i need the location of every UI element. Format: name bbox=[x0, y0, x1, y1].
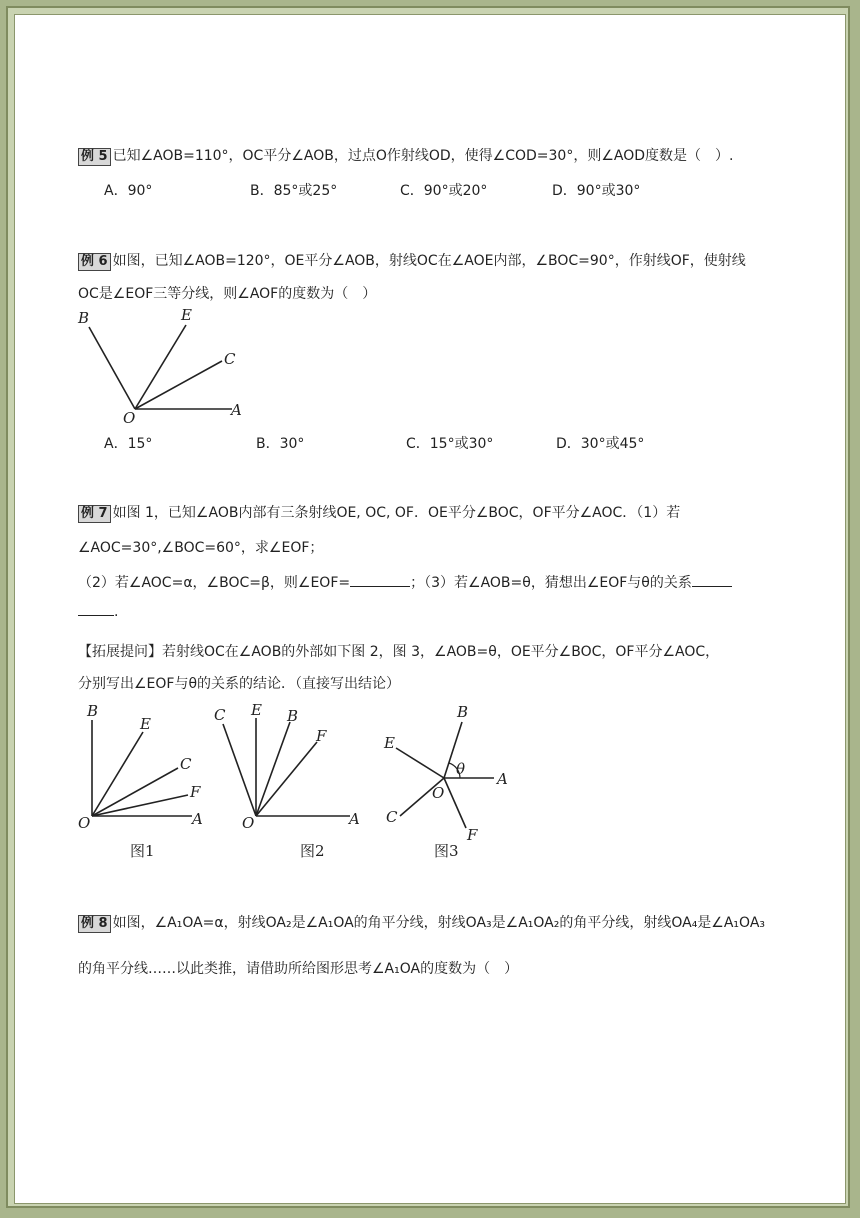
example-5-text: 已知∠AOB=110°，OC平分∠AOB，过点O作射线OD，使得∠COD=30°，则∠AOD度数是（ ）. bbox=[112, 148, 734, 164]
fig3-label-theta: θ bbox=[456, 760, 466, 778]
example-6-option-c: C．15°或30° bbox=[406, 436, 494, 452]
fig3-label-f: F bbox=[467, 826, 478, 844]
example-5-option-b: B．85°或25° bbox=[250, 183, 338, 199]
label-e: E bbox=[181, 306, 192, 324]
example-8-tag: 例 8 bbox=[78, 915, 111, 933]
fig1-ray-of bbox=[92, 795, 188, 816]
fig1-ray-oe bbox=[92, 732, 143, 816]
example-7-line-4-end: . bbox=[114, 604, 119, 620]
example-6-line-2: OC是∠EOF三等分线，则∠AOF的度数为（ ） bbox=[78, 286, 377, 302]
example-7-tag: 例 7 bbox=[78, 505, 111, 523]
fig1-label-f: F bbox=[190, 783, 201, 801]
fig2-label-b: B bbox=[287, 707, 299, 725]
example-8-line-1: 如图，∠A₁OA=α，射线OA₂是∠A₁OA的角平分线，射线OA₃是∠A₁OA₂的角平分线，射线OA₄是∠A₁OA₃ bbox=[112, 915, 766, 931]
fig2-ray-oc bbox=[223, 724, 256, 816]
fig1-label-o: O bbox=[78, 814, 91, 832]
example-6-option-d: D．30°或45° bbox=[556, 436, 645, 452]
label-a: A bbox=[231, 401, 242, 419]
fig2-ray-of bbox=[256, 742, 317, 816]
example-5-option-d: D．90°或30° bbox=[552, 183, 641, 199]
example-6-line-1: 如图，已知∠AOB=120°，OE平分∠AOB，射线OC在∠AOE内部，∠BOC=90°，作射线OF，使射线 bbox=[112, 253, 746, 269]
fig1-label-a: A bbox=[192, 810, 203, 828]
label-b: B bbox=[78, 309, 90, 327]
fig1-ray-oc bbox=[92, 768, 178, 816]
example-7-part-3: ；（3）若∠AOB=θ，猜想出∠EOF与θ的关系 bbox=[410, 575, 692, 591]
fig1-label-c: C bbox=[180, 755, 192, 773]
example-8-question bbox=[78, 912, 765, 933]
fig3-ray-oe bbox=[396, 748, 444, 778]
fig2-label-c: C bbox=[214, 706, 226, 724]
example-5-tag: 例 5 bbox=[78, 148, 111, 166]
example-7-extension-2: 分别写出∠EOF与θ的关系的结论．（直接写出结论） bbox=[78, 676, 401, 692]
fig1-caption: 图1 bbox=[130, 842, 155, 860]
example-7-line-2: ∠AOC=30°,∠BOC=60°，求∠EOF； bbox=[78, 540, 324, 556]
example-7-line-1: 如图 1，已知∠AOB内部有三条射线OE, OC, OF．OE平分∠BOC，OF平分∠AOC．（1）若 bbox=[112, 505, 681, 521]
fig2-label-e: E bbox=[251, 701, 262, 719]
fig3-ray-of bbox=[444, 778, 466, 828]
fig3-label-e: E bbox=[384, 734, 395, 752]
example-8-line-2: 的角平分线……以此类推，请借助所给图形思考∠A₁OA的度数为（ ） bbox=[78, 961, 519, 977]
example-6-tag: 例 6 bbox=[78, 253, 111, 271]
example-7-extension-1: 【拓展提问】若射线OC在∠AOB的外部如下图 2，图 3，∠AOB=θ，OE平分∠BOC，OF平分∠AOC， bbox=[78, 644, 720, 660]
example-6-option-b: B．30° bbox=[256, 436, 305, 452]
fig3-caption: 图3 bbox=[434, 842, 459, 860]
figure-2 bbox=[214, 701, 360, 860]
label-c: C bbox=[224, 350, 236, 368]
fig3-label-o: O bbox=[432, 784, 445, 802]
fig2-caption: 图2 bbox=[300, 842, 325, 860]
example-5-option-a: A．90° bbox=[104, 183, 153, 199]
figure-3 bbox=[383, 703, 508, 860]
fig2-ray-ob bbox=[256, 722, 290, 816]
example-5-option-c: C．90°或20° bbox=[400, 183, 488, 199]
example-7-part-2: （2）若∠AOC=α，∠BOC=β，则∠EOF= bbox=[78, 575, 351, 591]
example-6-option-a: A．15° bbox=[104, 436, 153, 452]
fig2-label-o: O bbox=[242, 814, 255, 832]
fig2-label-a: A bbox=[349, 810, 360, 828]
label-o: O bbox=[123, 409, 136, 427]
fig2-label-f: F bbox=[316, 727, 327, 745]
fig3-label-a: A bbox=[497, 770, 508, 788]
fig3-label-c: C bbox=[386, 808, 398, 826]
fig1-label-e: E bbox=[140, 715, 151, 733]
fig3-label-b: B bbox=[457, 703, 469, 721]
figure-1 bbox=[78, 702, 203, 860]
fig1-label-b: B bbox=[87, 702, 99, 720]
